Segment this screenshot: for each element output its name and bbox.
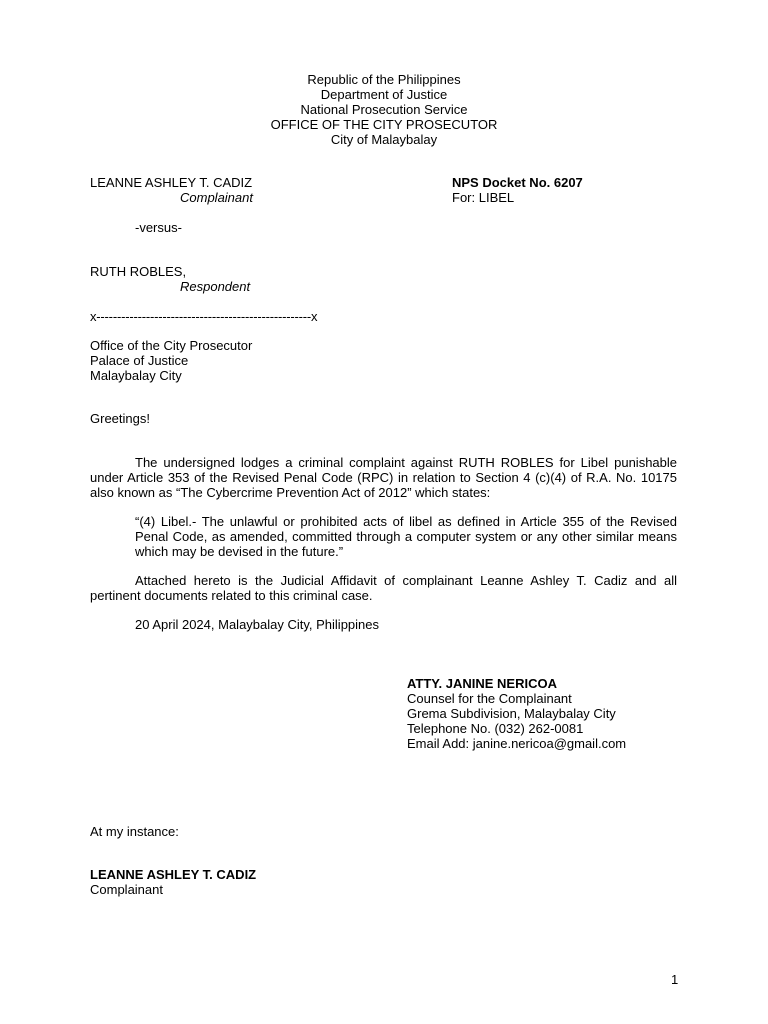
complaint-paragraph: The undersigned lodges a criminal complaint against RUTH ROBLES for Libel punishable under Article 353 of the Revised Penal Code (RPC) in relation to Section 4 (c)(4) of R.A. No. 10175 also known as “The Cybercrime Prevention Act of 2012” which states: [90, 455, 677, 500]
instance-label: At my instance: [90, 824, 179, 839]
header-city: City of Malaybalay [330, 132, 438, 147]
header-service: National Prosecution Service [300, 102, 468, 117]
date-place: 20 April 2024, Malaybalay City, Philippines [135, 617, 380, 632]
counsel-telephone: Telephone No. (032) 262-0081 [407, 721, 584, 736]
respondent-name: RUTH ROBLES, [90, 264, 187, 279]
respondent-role: Respondent [180, 279, 251, 294]
instance-role: Complainant [90, 882, 163, 897]
docket-number: NPS Docket No. 6207 [452, 175, 583, 190]
counsel-email: Email Add: janine.nericoa@gmail.com [407, 736, 627, 751]
header-department: Department of Justice [320, 87, 448, 102]
quoted-law: “(4) Libel.- The unlawful or prohibited acts of libel as defined in Article 355 of the Revised Penal Code, as amended, committed through a computer system or any other similar means which may be devised in the future.” [135, 514, 677, 559]
complainant-name: LEANNE ASHLEY T. CADIZ [90, 175, 253, 190]
addressee-line3: Malaybalay City [90, 368, 182, 383]
attachment-paragraph: Attached hereto is the Judicial Affidavit of complainant Leanne Ashley T. Cadiz and all pertinent documents related to this criminal case. [90, 573, 677, 603]
instance-name: LEANNE ASHLEY T. CADIZ [90, 867, 257, 882]
header-republic: Republic of the Philippines [307, 72, 461, 87]
counsel-role: Counsel for the Complainant [407, 691, 572, 706]
caption-separator: x----------------------------------------------------x [90, 309, 318, 324]
versus-label: -versus- [135, 220, 182, 235]
counsel-address: Grema Subdivision, Malaybalay City [407, 706, 616, 721]
addressee-line2: Palace of Justice [90, 353, 189, 368]
complainant-role: Complainant [180, 190, 253, 205]
addressee-line1: Office of the City Prosecutor [90, 338, 253, 353]
page-number: 1 [671, 972, 679, 987]
greeting: Greetings! [90, 411, 150, 426]
case-nature: For: LIBEL [452, 190, 515, 205]
header-office: OFFICE OF THE CITY PROSECUTOR [270, 117, 498, 132]
counsel-name: ATTY. JANINE NERICOA [407, 676, 557, 691]
